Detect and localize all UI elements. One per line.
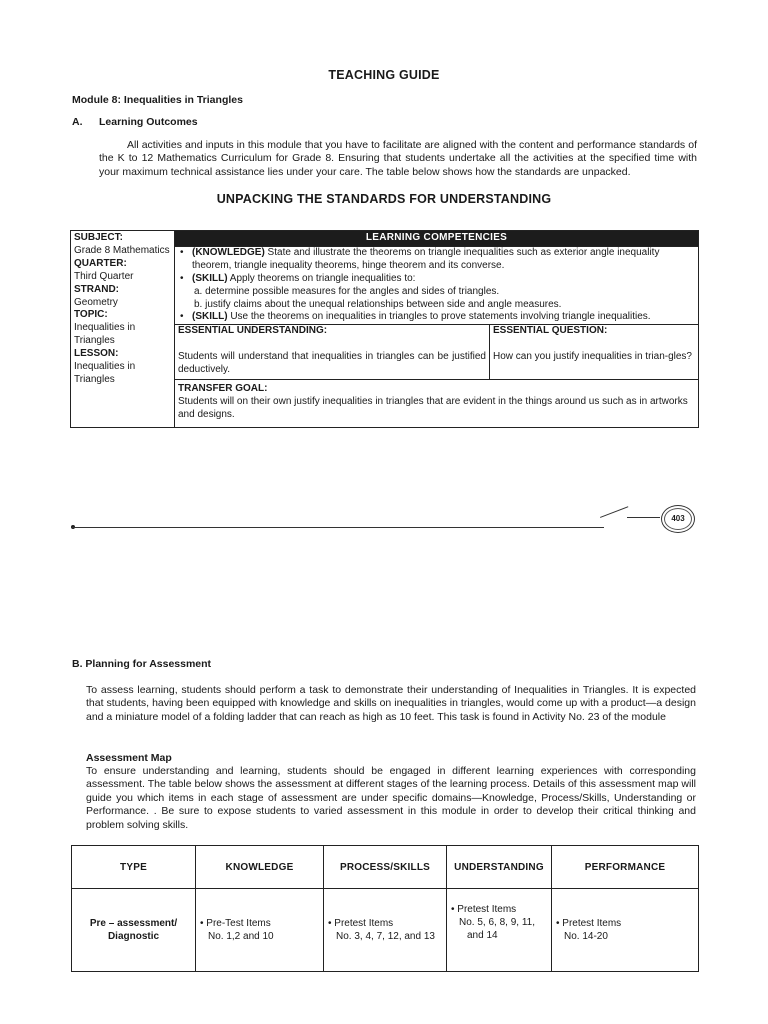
competencies-header: LEARNING COMPETENCIES — [175, 231, 699, 247]
header-understanding: UNDERSTANDING — [447, 846, 552, 889]
section-b-heading: B. Planning for Assessment — [72, 658, 212, 670]
page-footer-slant — [600, 506, 628, 518]
header-type: TYPE — [72, 846, 196, 889]
essential-understanding-cell — [175, 325, 490, 380]
header-knowledge: KNOWLEDGE — [196, 846, 324, 889]
competencies-cell — [175, 246, 699, 324]
competencies-list — [178, 247, 695, 324]
table-header-row — [72, 846, 699, 889]
module-title: Module 8: Inequalities in Triangles — [72, 94, 243, 106]
subject-label: SUBJECT: — [74, 232, 123, 243]
subject-info-cell — [71, 231, 175, 428]
page-title: TEACHING GUIDE — [328, 68, 440, 82]
assessment-map-paragraph: To ensure understanding and learning, students should be engaged in different learning experiences with corresponding assessment. The table below shows the assessment at different stages of the learning process. Details of this assessment map will guide you which items in each stage of assessment are under specific domains—Knowledge, Process/Skills, Understanding or Performance. . Be sure to expose students to varied assessment in this module in order to develop their critical thinking and problem solving skills. — [86, 765, 696, 831]
header-process-skills: PROCESS/SKILLS — [324, 846, 447, 889]
learning-outcomes-text: All activities and inputs in this module that you have to facilitate are aligned with the content and performance standards of the K to 12 Mathematics Curriculum for Grade 8. Ensuring that students undertake all the activities at the specified time with your maximum technical assistance lies under your care. The table below shows how the standards are unpacked. — [99, 139, 697, 178]
row-process-skills: • Pretest Items No. 3, 4, 7, 12, and 13 — [324, 889, 447, 972]
page-number: 403 — [664, 508, 692, 530]
row-type: Pre – assessment/ Diagnostic — [72, 889, 196, 972]
strand-label: STRAND: — [74, 283, 119, 295]
topic-value: Inequalities in Triangles — [74, 322, 136, 347]
essential-understanding-text: Students will understand that inequalities in triangles can be justified deductively. — [178, 351, 486, 376]
competency-skill-prove: • (SKILL) Use the theorems on inequalities in triangles to prove statements involving triangle inequalities. — [180, 311, 651, 323]
section-a-title: Learning Outcomes — [99, 116, 198, 128]
standards-table — [70, 230, 699, 428]
transfer-goal-text: Students will on their own justify inequalities in triangles that are evident in the things around us such as in artworks and designs. — [178, 396, 688, 421]
strand-value: Geometry — [74, 296, 118, 308]
section-a-letter: A. — [72, 116, 83, 128]
transfer-goal-cell — [175, 380, 699, 428]
competency-knowledge: • (KNOWLEDGE) State and illustrate the theorems on triangle inequalities such as exterior angle inequality theorem, triangle inequality theorems, hinge theorem and its converse. — [180, 246, 660, 271]
essential-understanding-label: ESSENTIAL UNDERSTANDING: — [178, 325, 328, 337]
competency-subitem-a: a. determine possible measures for the angles and sides of triangles. — [194, 285, 500, 297]
page-footer-line — [72, 527, 604, 528]
header-performance: PERFORMANCE — [552, 846, 699, 889]
lesson-value: Inequalities in Triangles — [74, 361, 136, 385]
assessment-map-heading: Assessment Map — [86, 752, 172, 764]
table-row — [72, 889, 699, 972]
quarter-label: QUARTER: — [74, 257, 127, 269]
essential-question-text: How can you justify inequalities in trian-gles? — [493, 351, 692, 363]
essential-question-label: ESSENTIAL QUESTION: — [493, 325, 608, 337]
transfer-goal-label: TRANSFER GOAL: — [178, 383, 268, 395]
subject-value: Grade 8 Mathematics — [74, 244, 170, 256]
essential-question-cell — [490, 325, 699, 380]
lesson-label: LESSON: — [74, 348, 119, 360]
row-understanding: • Pretest Items No. 5, 6, 8, 9, 11, and 14 — [447, 889, 552, 972]
quarter-value: Third Quarter — [74, 270, 134, 282]
row-knowledge: • Pre-Test Items No. 1,2 and 10 — [196, 889, 324, 972]
competency-subitem-b: b. justify claims about the unequal relationships between side and angle measures. — [194, 298, 562, 310]
competency-skill-apply: • (SKILL) Apply theorems on triangle inequalities to: — [180, 272, 416, 284]
assessment-map-table — [71, 845, 699, 972]
row-performance: • Pretest Items No. 14-20 — [552, 889, 699, 972]
topic-label: TOPIC: — [74, 309, 108, 321]
unpacking-title: UNPACKING THE STANDARDS FOR UNDERSTANDING — [216, 192, 552, 206]
page-footer-tick — [627, 517, 660, 518]
learning-outcomes-paragraph — [99, 139, 697, 179]
section-a-heading — [72, 116, 198, 128]
assessment-paragraph: To assess learning, students should perform a task to demonstrate their understanding of Inequalities in Triangles. It is expected that students, having been equipped with knowledge and skills on inequalities in triangles, would come up with a product—a design and a miniature model of a folding ladder that can reach as high as 10 feet. This task is found in Activity No. 23 of the module — [86, 684, 696, 723]
